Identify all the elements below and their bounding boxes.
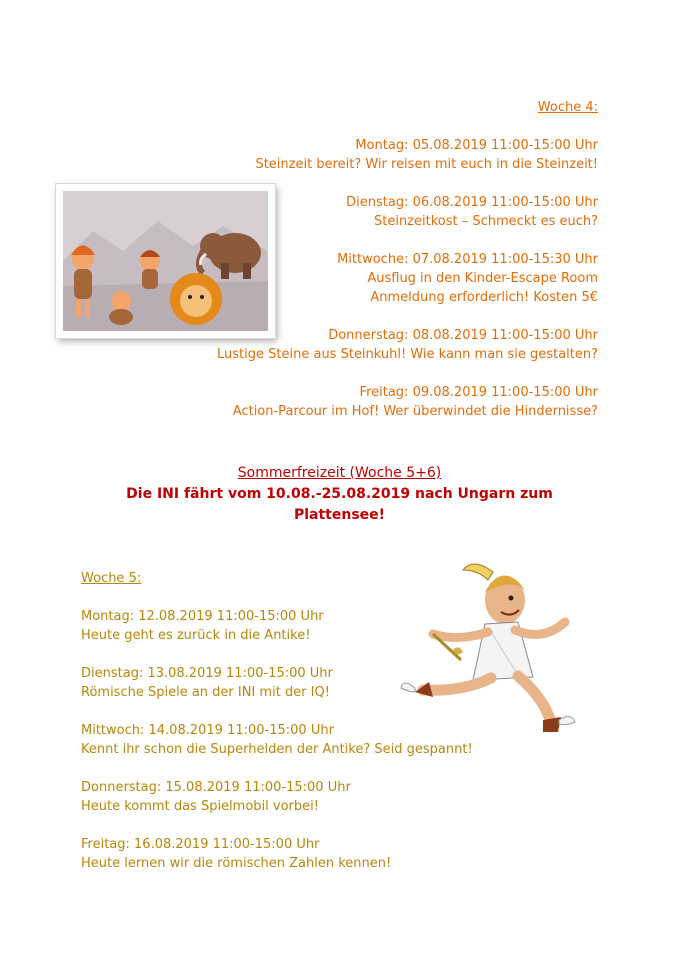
day-desc: Heute kommt das Spielmobil vorbei! <box>81 799 319 814</box>
stone-age-family-illustration <box>56 184 275 338</box>
day-date: Dienstag: 13.08.2019 11:00-15:00 Uhr <box>81 666 333 681</box>
week5-day-friday <box>81 835 521 873</box>
stone-age-scene-image <box>63 191 268 331</box>
running-hermes-illustration <box>393 552 583 737</box>
day-date: Mittwoch: 14.08.2019 11:00-15:00 Uhr <box>81 723 334 738</box>
day-desc: Anmeldung erforderlich! Kosten 5€ <box>370 290 598 305</box>
day-date: Montag: 05.08.2019 11:00-15:00 Uhr <box>355 138 598 153</box>
day-date: Dienstag: 06.08.2019 11:00-15:00 Uhr <box>346 195 598 210</box>
day-desc: Römische Spiele an der INI mit der IQ! <box>81 685 330 700</box>
day-date: Freitag: 16.08.2019 11:00-15:00 Uhr <box>81 837 320 852</box>
summer-line-1: Die INI fährt vom 10.08.-25.08.2019 nach Ungarn zum <box>126 486 553 502</box>
summer-line-2: Plattensee! <box>293 507 386 523</box>
day-desc: Steinzeitkost – Schmeckt es euch? <box>373 214 598 229</box>
week4-day-monday <box>158 136 598 174</box>
day-date: Montag: 12.08.2019 11:00-15:00 Uhr <box>81 609 324 624</box>
week5-day-thursday <box>81 778 521 816</box>
day-desc: Heute lernen wir die römischen Zahlen kennen! <box>81 856 392 871</box>
day-date: Donnerstag: 08.08.2019 11:00-15:00 Uhr <box>328 328 598 343</box>
day-desc: Steinzeit bereit? Wir reisen mit euch in die Steinzeit! <box>255 157 598 172</box>
summer-announcement <box>0 463 679 526</box>
day-date: Donnerstag: 15.08.2019 11:00-15:00 Uhr <box>81 780 351 795</box>
week4-day-friday <box>158 383 598 421</box>
day-date: Freitag: 09.08.2019 11:00-15:00 Uhr <box>359 385 598 400</box>
day-desc: Heute geht es zurück in die Antike! <box>81 628 311 643</box>
day-desc: Ausflug in den Kinder-Escape Room <box>367 271 598 286</box>
day-desc: Action-Parcour im Hof! Wer überwindet die Hindernisse? <box>232 404 598 419</box>
day-desc: Lustige Steine aus Steinkuhl! Wie kann man sie gestalten? <box>217 347 598 362</box>
day-desc: Kennt ihr schon die Superhelden der Antike? Seid gespannt! <box>81 742 473 757</box>
summer-title: Sommerfreizeit (Woche 5+6) <box>237 465 442 481</box>
week5-heading: Woche 5: <box>81 571 142 586</box>
day-date: Mittwoche: 07.08.2019 11:00-15:30 Uhr <box>337 252 598 267</box>
week4-heading: Woche 4: <box>537 100 598 115</box>
